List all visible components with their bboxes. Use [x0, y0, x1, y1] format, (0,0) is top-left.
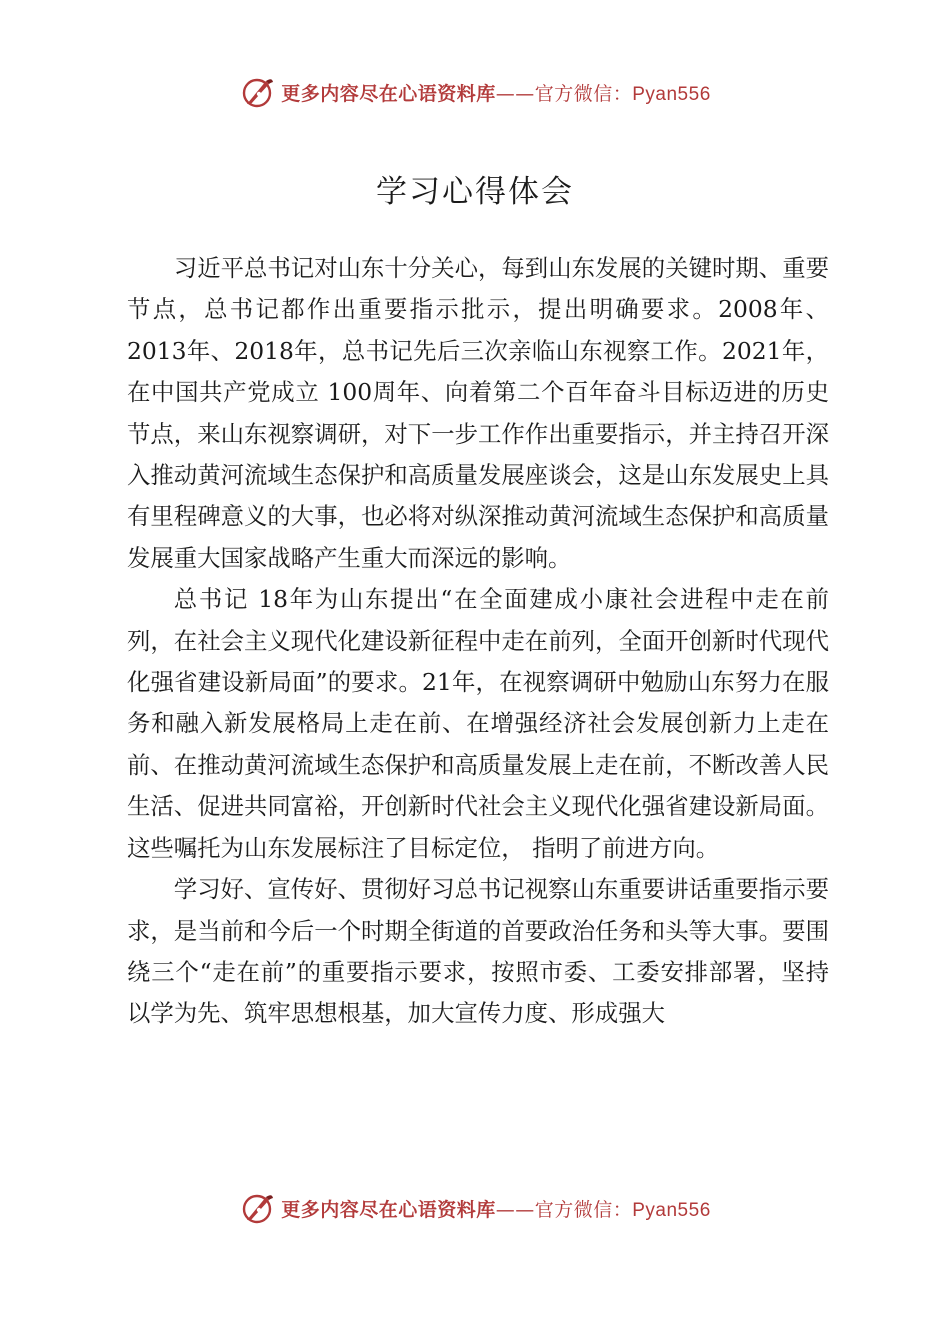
header-watermark — [0, 72, 950, 112]
watermark-id: Pyan556 — [632, 83, 711, 105]
document-body — [127, 248, 829, 1035]
watermark-official: 官方微信： — [534, 82, 633, 105]
watermark-official: 官方微信： — [534, 1198, 633, 1221]
quill-pen-icon — [239, 1190, 275, 1226]
page-title: 学习心得体会 — [376, 174, 574, 210]
paragraph-2: 总书记 18年为山东提出“在全面建成小康社会进程中走在前列，在社会主义现代化建设新征程中走在前列，全面开创新时代现代化强省建设新局面”的要求。21年，在视察调研中勉励山东努力在服务和融入新发展格局上走在前、在增强经济社会发展创新力上走在前、在推动黄河流域生态保护和高质量发展上走在前，不断改善人民生活、促进共同富裕，开创新时代社会主义现代化强省建设新局面。这些嘱托为山东发展标注了目标定位， 指明了前进方向。 — [127, 585, 829, 862]
watermark-label: 更多内容尽在心语资料库 — [281, 82, 496, 105]
watermark-text — [281, 1195, 711, 1222]
paragraph-1: 习近平总书记对山东十分关心，每到山东发展的关键时期、重要节点，总书记都作出重要指示批示，提出明确要求。2008年、2013年、2018年，总书记先后三次亲临山东视察工作。2021年，在中国共产党成立 100周年、向着第二个百年奋斗目标迈进的历史节点，来山东视察调研，对下一步工作作出重要指示，并主持召开深入推动黄河流域生态保护和高质量发展座谈会，这是山东发展史上具有里程碑意义的大事，也必将对纵深推动黄河流域生态保护和高质量发展重大国家战略产生重大而深远的影响。 — [127, 254, 829, 572]
watermark-text — [281, 79, 711, 106]
footer-watermark — [0, 1188, 950, 1228]
quill-pen-icon — [239, 74, 275, 110]
watermark-label: 更多内容尽在心语资料库 — [281, 1198, 496, 1221]
watermark-dash: —— — [495, 1198, 535, 1221]
watermark-id: Pyan556 — [632, 1199, 711, 1221]
paragraph-3: 学习好、宣传好、贯彻好习总书记视察山东重要讲话重要指示要求，是当前和今后一个时期全街道的首要政治任务和头等大事。要围绕三个“走在前”的重要指示要求，按照市委、工委安排部署，坚持以学为先、筑牢思想根基，加大宣传力度、形成强大 — [127, 875, 829, 1028]
watermark-dash: —— — [495, 82, 535, 105]
